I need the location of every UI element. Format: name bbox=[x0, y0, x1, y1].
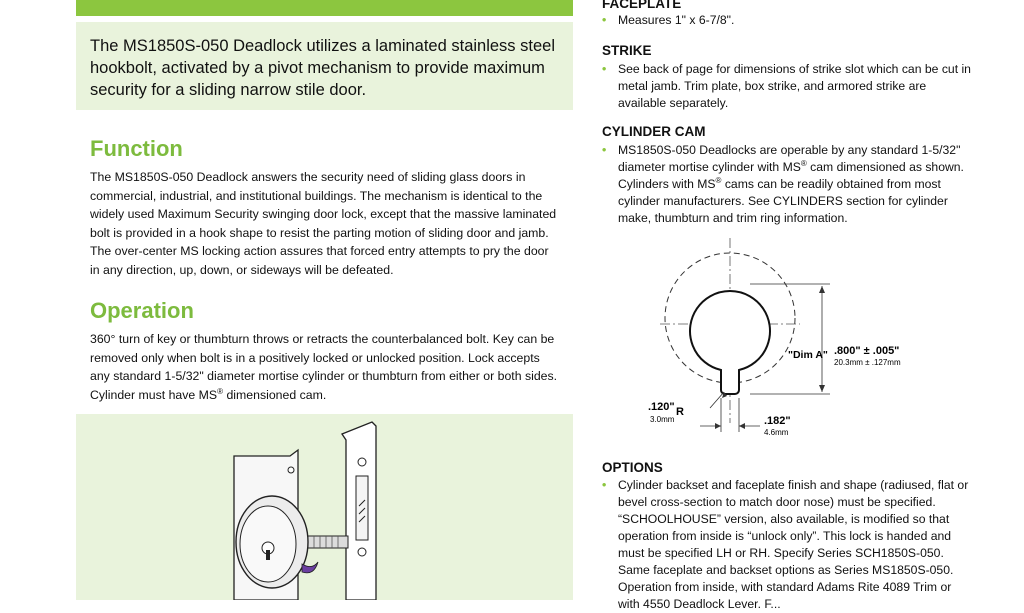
radius-metric: 3.0mm bbox=[650, 415, 675, 424]
width-value: .182" bbox=[764, 415, 791, 427]
radius-value: .120" bbox=[648, 401, 675, 413]
options-heading: OPTIONS bbox=[602, 460, 663, 475]
strike-item: • See back of page for dimensions of strike slot which can be cut in metal jamb. Trim plate, box strike, and armored strike are available separately. bbox=[602, 62, 971, 110]
top-green-bar bbox=[76, 0, 573, 16]
strike-heading: STRIKE bbox=[602, 43, 652, 58]
width-metric: 4.6mm bbox=[764, 428, 789, 437]
intro-text: The MS1850S-050 Deadlock utilizes a laminated stainless steel hookbolt, activated by a pivot mechanism to provide maximum security for a sliding narrow stile door. bbox=[90, 37, 555, 99]
function-body: The MS1850S-050 Deadlock answers the security need of sliding glass doors in commercial, industrial, and institutional buildings. The mechanism is identical to the widely used Maximum Security swinging door lock, except that the massive laminated bolt is provided in a hook shape to resist the parting motion of sliding door and jamb. The over-center MS locking action assures that forced entry attempts to pry the door in any direction, up, down, or sideways will be defeated. bbox=[90, 170, 557, 277]
function-heading: Function bbox=[90, 136, 183, 161]
options-item: • Cylinder backset and faceplate finish and shape (radiused, flat or bevel cross-section to match door nose) must be specified. “SCHOOLHOUSE” version, also available, is modified so that operation from inside is “unlock only”. This lock is handed and must be specified LH or RH. Specify Series SCH1850S-050. Same faceplate and backset options as Series MS1850S-050. Operation from inside, with standard Adams Rite 4089 Trim or with 4550 Deadlock Lever. F... bbox=[602, 478, 969, 611]
cylinder-cam-item: • MS1850S-050 Deadlocks are operable by any standard 1-5/32" diameter mortise cylinder with MS® cam dimensioned as shown. Cylinders with MS® cams can be readily obtained from most cylinder manufacturers. See CYLINDERS section for cylinder make, thumbturn and trim ring information. bbox=[602, 143, 964, 225]
faceplate-item: • Measures 1" x 6-7/8". bbox=[602, 13, 735, 27]
dim-a-metric: 20.3mm ± .127mm bbox=[834, 358, 901, 367]
cam-dimension-diagram bbox=[640, 238, 940, 448]
radius-r: R bbox=[676, 406, 684, 418]
cylinder-cam-heading: CYLINDER CAM bbox=[602, 124, 706, 139]
operation-body: 360° turn of key or thumbturn throws or retracts the counterbalanced bolt. Key can be removed only when bolt is in a positively locked or unlocked position. Lock accepts any standard 1-5/32" diameter mortise cylinder or thumbturn from either or both sides. Cylinder must have MS® dimensioned cam. bbox=[90, 332, 558, 402]
dim-a-value: .800" ± .005" bbox=[834, 345, 900, 357]
operation-heading: Operation bbox=[90, 298, 194, 323]
product-image-panel bbox=[76, 414, 573, 600]
faceplate-heading: FACEPLATE bbox=[602, 0, 682, 11]
dim-a-label: "Dim A" bbox=[788, 349, 828, 361]
intro-panel bbox=[76, 22, 573, 110]
deadlock-product-illustration bbox=[76, 414, 573, 600]
